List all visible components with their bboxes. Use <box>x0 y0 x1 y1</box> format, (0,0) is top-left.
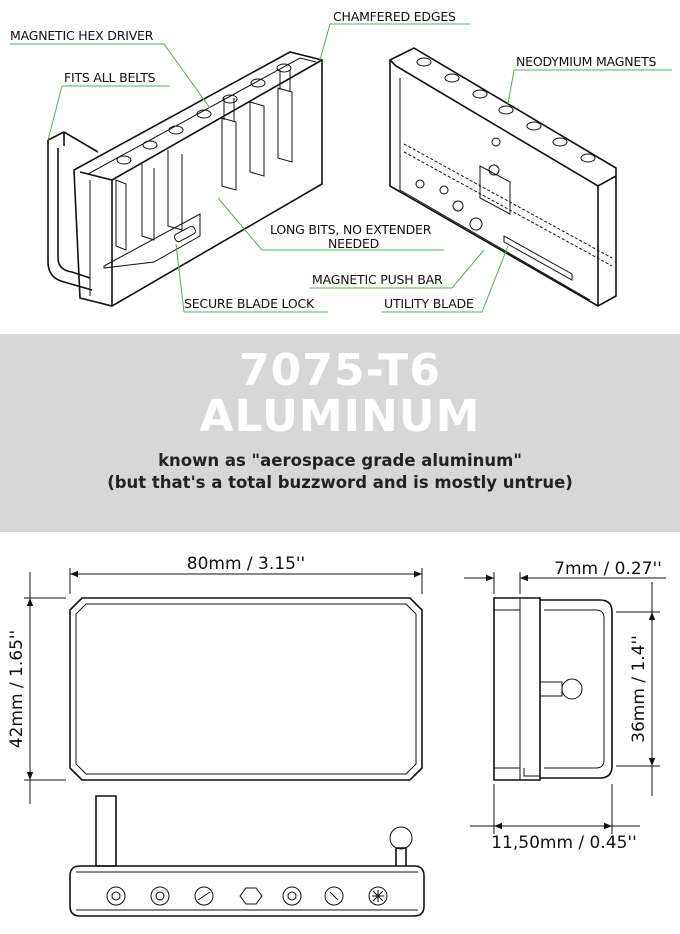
depth-label: 7mm / 0.27'' <box>554 559 662 579</box>
callout-labels <box>10 9 657 311</box>
height-dimension <box>7 572 66 804</box>
orthographic-drawing <box>0 532 680 934</box>
clip-height-label: 36mm / 1.4'' <box>629 635 649 743</box>
label-chamfered-edges: CHAMFERED EDGES <box>333 9 456 24</box>
tool-body-right <box>390 48 616 306</box>
clip-depth-label: 11,50mm / 0.45'' <box>491 833 637 853</box>
isometric-drawing <box>0 0 680 334</box>
width-label: 80mm / 3.15'' <box>186 554 306 574</box>
clip-depth-dimension <box>470 784 640 853</box>
material-note-line2: (but that's a total buzzword and is mostly untrue) <box>107 473 573 492</box>
label-long-bits-2: NEEDED <box>328 236 380 251</box>
width-dimension <box>70 554 422 594</box>
label-long-bits-1: LONG BITS, NO EXTENDER <box>270 222 432 237</box>
material-title-line2: ALUMINUM <box>199 391 481 442</box>
depth-dimension <box>464 559 666 594</box>
clip-height-dimension <box>616 582 660 796</box>
front-view <box>70 598 422 780</box>
label-neodymium-magnets: NEODYMIUM MAGNETS <box>516 54 657 69</box>
label-magnetic-hex-driver: MAGNETIC HEX DRIVER <box>10 28 154 43</box>
orthographic-views <box>0 532 680 934</box>
tool-body-left <box>74 52 322 306</box>
label-utility-blade: UTILITY BLADE <box>384 296 474 311</box>
label-fits-all-belts: FITS ALL BELTS <box>64 70 156 85</box>
top-view <box>70 796 424 916</box>
height-label: 42mm / 1.65'' <box>7 629 27 749</box>
label-magnetic-push-bar: MAGNETIC PUSH BAR <box>312 272 443 287</box>
material-note-line1: known as "aerospace grade aluminum" <box>158 451 522 470</box>
material-banner <box>0 334 680 532</box>
isometric-views <box>0 0 680 334</box>
material-title-line1: 7075-T6 <box>239 345 441 396</box>
side-view <box>494 598 612 780</box>
label-secure-blade-lock: SECURE BLADE LOCK <box>184 296 315 311</box>
